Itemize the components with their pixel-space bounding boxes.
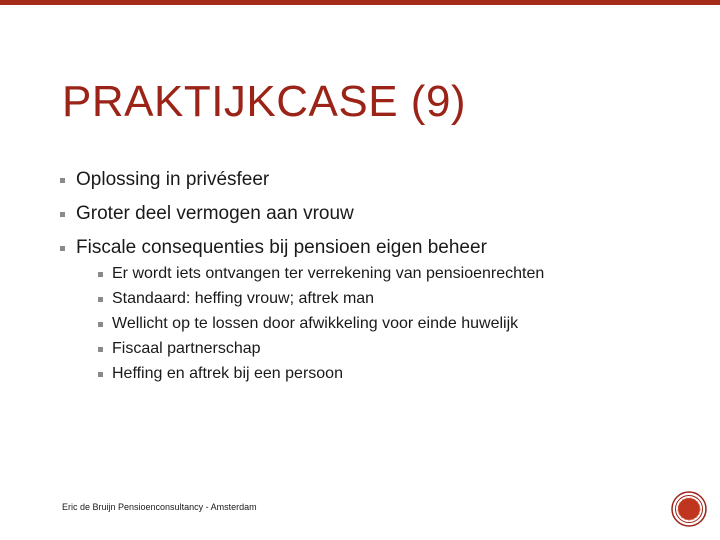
sub-bullet-item	[98, 364, 660, 384]
bullet-square-icon	[98, 272, 103, 277]
bullet-square-icon	[98, 297, 103, 302]
bullet-text: Fiscale consequenties bij pensioen eigen beheer	[76, 237, 487, 258]
sub-bullet-item	[98, 264, 660, 284]
bullet-item	[60, 168, 660, 192]
bullet-square-icon	[60, 246, 65, 251]
sub-bullet-text: Heffing en aftrek bij een persoon	[112, 365, 343, 382]
bullet-square-icon	[98, 372, 103, 377]
circular-seal-icon	[670, 490, 708, 528]
sub-bullet-item	[98, 289, 660, 309]
sub-bullet-text: Er wordt iets ontvangen ter verrekening van pensioenrechten	[112, 265, 545, 282]
bullet-square-icon	[60, 178, 65, 183]
sub-bullet-text: Fiscaal partnerschap	[112, 340, 261, 357]
bullet-square-icon	[98, 322, 103, 327]
bullet-text: Oplossing in privésfeer	[76, 169, 270, 190]
top-accent-rule	[0, 0, 720, 5]
slide-title: PRAKTIJKCASE (9)	[62, 77, 467, 126]
sub-bullet-item	[98, 339, 660, 359]
bullet-square-icon	[98, 347, 103, 352]
bullet-text: Groter deel vermogen aan vrouw	[76, 203, 354, 224]
sub-bullet-list	[98, 264, 660, 384]
bullet-square-icon	[60, 212, 65, 217]
sub-bullet-text: Standaard: heffing vrouw; aftrek man	[112, 290, 375, 307]
slide-footer: Eric de Bruijn Pensioenconsultancy - Amsterdam	[62, 502, 257, 512]
sub-bullet-text: Wellicht op te lossen door afwikkeling voor einde huwelijk	[112, 315, 519, 332]
bullet-item	[60, 236, 660, 384]
bullet-list	[60, 168, 660, 394]
sub-bullet-item	[98, 314, 660, 334]
bullet-item	[60, 202, 660, 226]
